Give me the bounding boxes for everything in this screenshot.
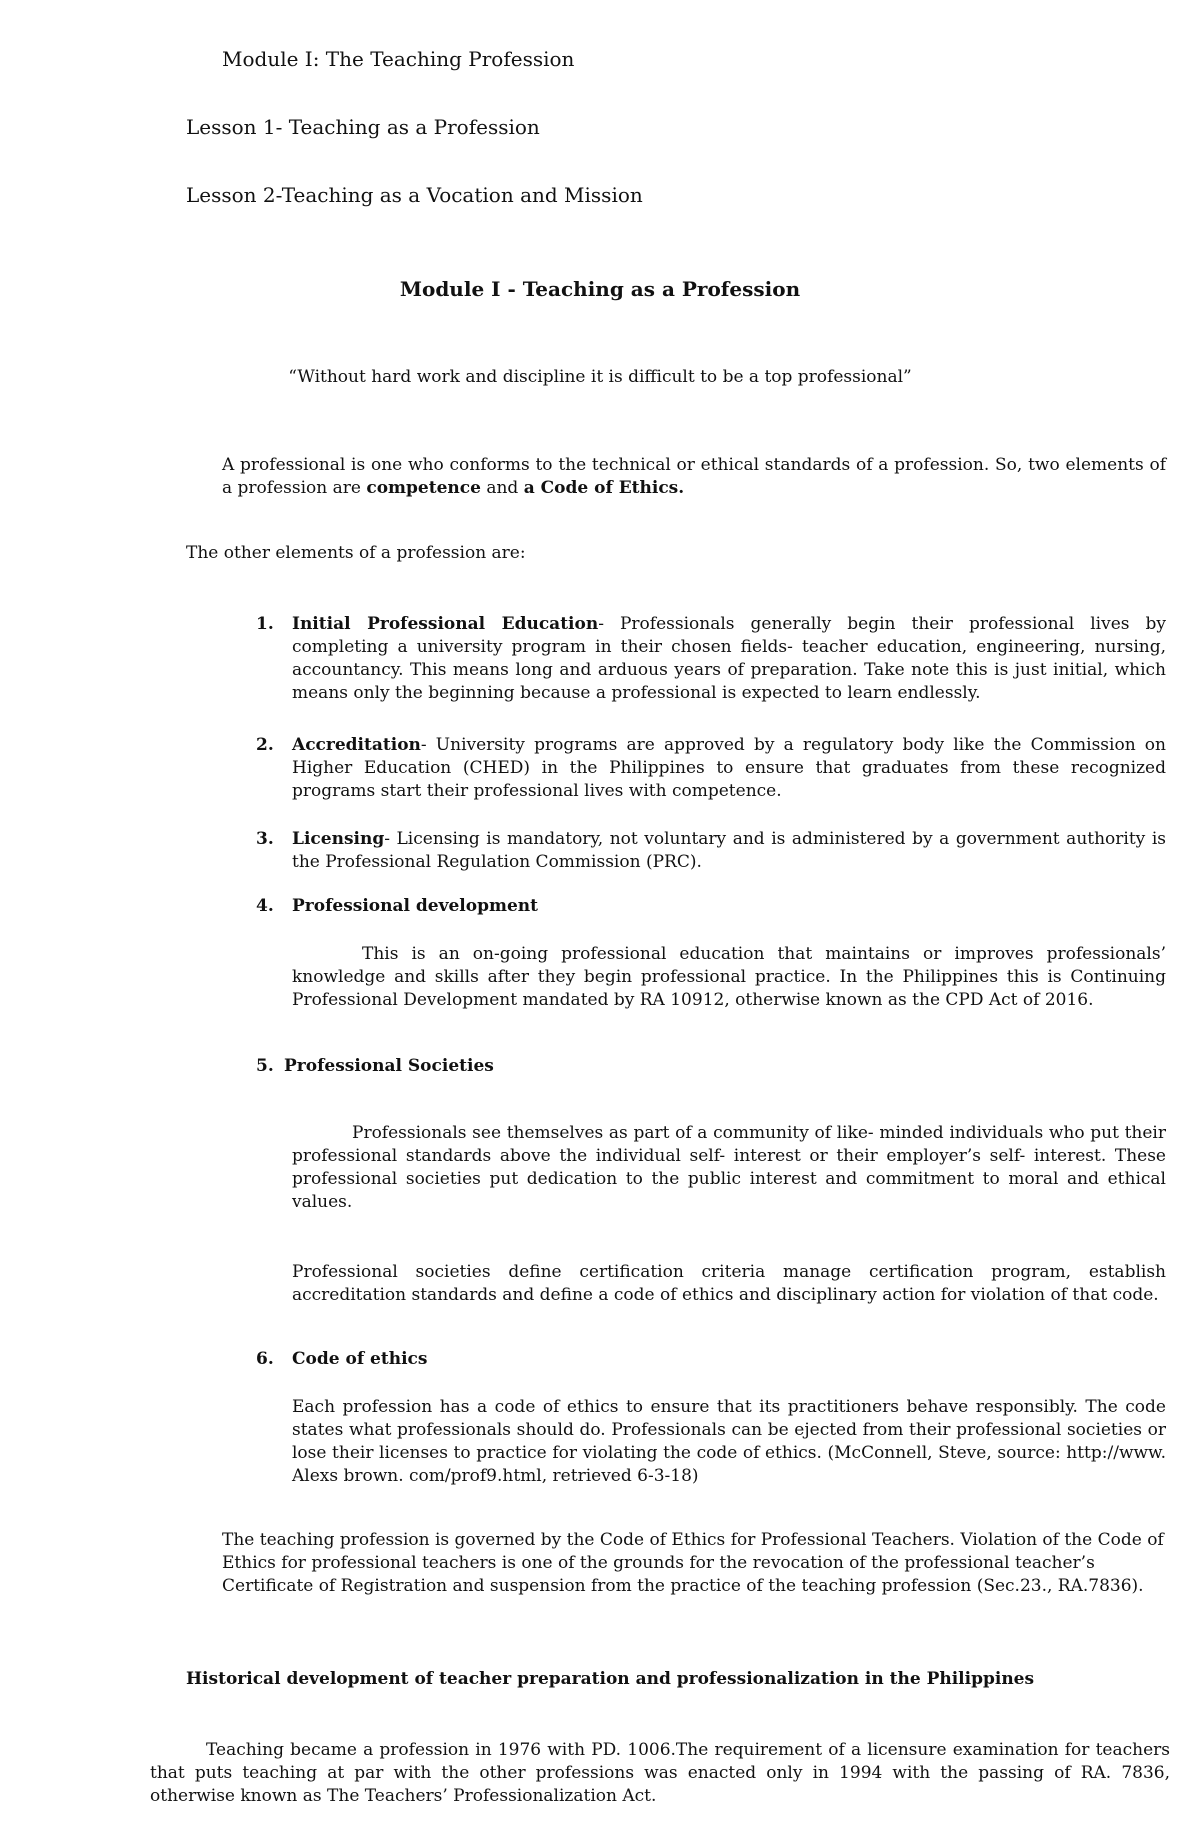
item-6-term: Code of ethics: [292, 1349, 428, 1369]
item-5-number: 5.: [256, 1056, 274, 1076]
item-4-term: Professional development: [292, 896, 538, 916]
item-4-number: 4.: [256, 896, 274, 916]
intro-paragraph: [222, 454, 1166, 500]
item-1-paragraph: [292, 613, 1166, 705]
history-heading: Historical development of teacher preparation and professionalization in the Philippines: [186, 1669, 1035, 1689]
intro-text: A professional is one who conforms to the technical or ethical standards of a profession. So, two elements of a profession are: [222, 455, 1166, 498]
toc-lesson-1: Lesson 1- Teaching as a Profession: [186, 115, 540, 139]
item-3-paragraph: [292, 828, 1166, 874]
item-2-number: 2.: [256, 735, 274, 755]
item-3-number: 3.: [256, 829, 274, 849]
toc-module: Module I: The Teaching Profession: [222, 47, 575, 71]
item-6-paragraph: Each profession has a code of ethics to ensure that its practitioners behave responsibly. The code states what professionals should do. Professionals can be ejected from their professional societies or lose their licenses to practice for violating the code of ethics. (McConnell, Steve, source: http://www. Alexs brown. com/prof9.html, retrieved 6-3-18): [292, 1397, 1166, 1486]
intro-and: and: [480, 478, 524, 498]
item-5-paragraph-1: Professionals see themselves as part of a community of like- minded individuals who put their professional standards above the individual self- interest or their employer’s self- interest. These professional societies put dedication to the public interest and commitment to moral and ethical values.: [292, 1123, 1166, 1212]
toc-lesson-2: Lesson 2-Teaching as a Vocation and Mission: [186, 183, 643, 207]
page-title: Module I - Teaching as a Profession: [399, 277, 801, 301]
item-6-number: 6.: [256, 1349, 274, 1369]
item-2-term: Accreditation: [292, 735, 421, 755]
item-5-paragraph-2: Professional societies define certification criteria manage certification program, establish accreditation standards and define a code of ethics and disciplinary action for violation of that code.: [292, 1262, 1166, 1305]
intro-bold-competence: competence: [366, 478, 481, 498]
item-3-text: - Licensing is mandatory, not voluntary and is administered by a government authority is the Professional Regulation Commission (PRC).: [292, 829, 1166, 872]
item-4-paragraph: This is an on-going professional education that maintains or improves professionals’ knowledge and skills after they begin professional practice. In the Philippines this is Continuing Professional Development mandated by RA 10912, otherwise known as the CPD Act of 2016.: [292, 944, 1166, 1010]
governed-paragraph: The teaching profession is governed by the Code of Ethics for Professional Teachers. Violation of the Code of Ethics for professional teachers is one of the grounds for the revocation of the professional teacher’s Certificate of Registration and suspension from the practice of the teaching profession (Sec.23., RA.7836).: [222, 1530, 1164, 1596]
intro-bold-code-of-ethics: a Code of Ethics.: [523, 478, 685, 498]
item-5-term: Professional Societies: [284, 1056, 494, 1076]
history-paragraph: Teaching became a profession in 1976 with PD. 1006.The requirement of a licensure examination for teachers that puts teaching at par with the other professions was enacted only in 1994 with the passing of RA. 7836, otherwise known as The Teachers’ Professionalization Act.: [150, 1740, 1170, 1806]
item-3-term: Licensing: [292, 829, 385, 849]
item-1-term: Initial Professional Education: [292, 614, 599, 634]
item-2-paragraph: [292, 734, 1166, 803]
other-elements-label: The other elements of a profession are:: [186, 543, 526, 563]
item-1-number: 1.: [256, 614, 274, 634]
quote: “Without hard work and discipline it is difficult to be a top professional”: [288, 367, 912, 387]
item-2-text: - University programs are approved by a regulatory body like the Commission on Higher Education (CHED) in the Philippines to ensure that graduates from these recognized programs start their professional lives with competence.: [292, 735, 1166, 801]
item-1-text: - Professionals generally begin their professional lives by completing a university program in their chosen fields- teacher education, engineering, nursing, accountancy. This means long and arduous years of preparation. Take note this is just initial, which means only the beginning because a professional is expected to learn endlessly.: [292, 614, 1166, 703]
